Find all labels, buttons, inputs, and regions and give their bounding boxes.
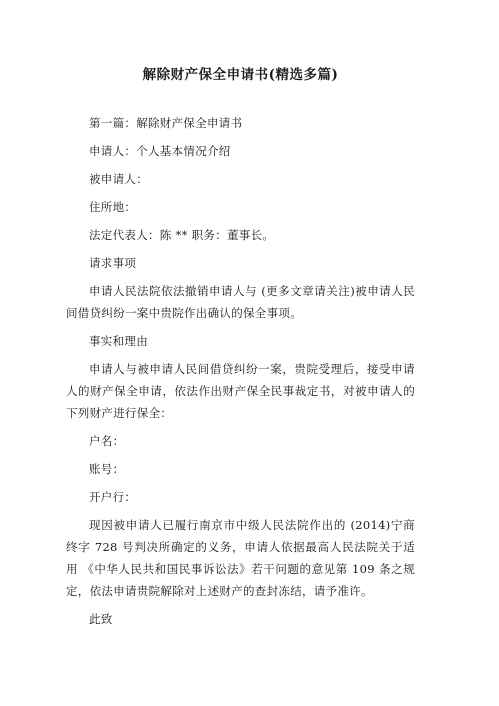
paragraph-account-number: 账号： — [89, 462, 125, 476]
paragraph-facts-body: 申请人与被申请人民间借贷纠纷一案，贵院受理后，接受申请人的财产保全申请，依法作出财产保全民事裁定书，对被申请人的下列财产进行保全： — [66, 362, 415, 420]
paragraph-account-name: 户名： — [89, 434, 125, 448]
paragraph-request-heading: 请求事项 — [89, 256, 137, 270]
paragraph-legal-representative: 法定代表人：陈 ** 职务：董事长。 — [89, 228, 275, 242]
paragraph-address: 住所地： — [89, 200, 137, 214]
paragraph-closing: 此致 — [89, 612, 113, 626]
paragraph-applicant: 申请人：个人基本情况介绍 — [89, 144, 231, 158]
paragraph-respondent: 被申请人： — [89, 172, 148, 186]
paragraph-request-body: 申请人民法院依法撤销申请人与 (更多文章请关注)被申请人民间借贷纠纷一案中贵院作出确认的保全事项。 — [66, 284, 415, 320]
paragraph-facts-heading: 事实和理由 — [89, 334, 148, 348]
document-title: 解除财产保全申请书(精选多篇) — [142, 67, 339, 83]
paragraph-section-heading: 第一篇：解除财产保全申请书 — [89, 116, 243, 130]
paragraph-bank: 开户行： — [89, 490, 137, 504]
paragraph-reason-body: 现因被申请人已履行南京市中级人民法院作出的 (2014)宁商终字 728 号判决所确定的义务，申请人依据最高人民法院关于适用 《中华人民共和国民事诉讼法》若干问题的意见第 109 条之规定，依法申请贵院解除对上述财产的查封冻结，请予准许。 — [66, 518, 415, 598]
document-body — [66, 112, 415, 630]
